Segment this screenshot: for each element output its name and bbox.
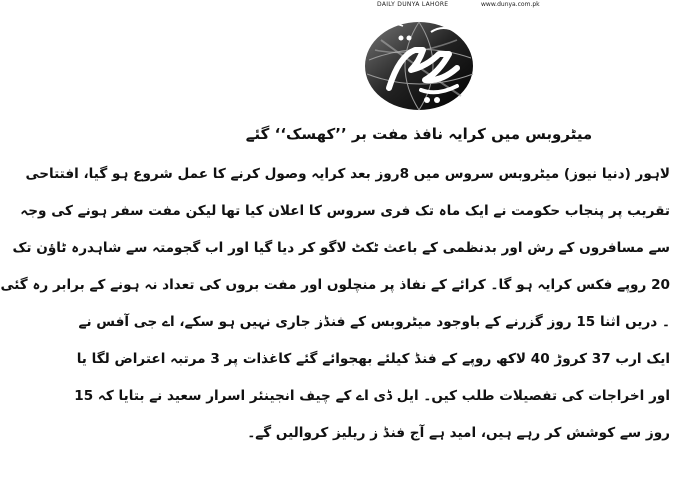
article-line-8: روز سے کوشش کر رہے ہیں، امید ہے آج فنڈ ز ریلیز کروالیں گے۔ <box>247 425 670 441</box>
article-line-7: اور اخراجات کی تفصیلات طلب کیں۔ ایل ڈی اے کے چیف انجینئر اسرار سعید نے بتایا کہ 15 <box>74 388 670 404</box>
article-line-6: ایک ارب 37 کروڑ 40 لاکھ روپے کے فنڈ کیلئے بھجوائے گئے کاغذات پر 3 مرتبہ اعتراض لگا یا <box>76 351 670 367</box>
article-body <box>0 156 670 452</box>
newspaper-logo <box>361 10 483 113</box>
article-headline: میٹروبس میں کرایہ نافذ مفت بر ’’کھسک‘‘ گئے <box>245 125 593 143</box>
article-line-3: سے مسافروں کے رش اور بدنظمی کے باعث ٹکٹ لاگو کر دیا گیا اور اب گجومتہ سے شاہدرہ ٹاؤن تک <box>12 240 670 256</box>
article-line-5: ۔ دریں اثنا 15 روز گزرنے کے باوجود میٹروبس کے فنڈز جاری نہیں ہو سکے، اے جی آفس نے <box>78 314 670 330</box>
article-line-2: تقریب پر پنجاب حکومت نے ایک ماہ تک فری سروس کا اعلان کیا تھا لیکن مفت سفر ہونے کی وجہ <box>20 203 670 219</box>
website-text: www.dunya.com.pk <box>481 1 540 8</box>
edition-text: DAILY DUNYA LAHORE <box>377 1 449 8</box>
article-line-4: 20 روپے فکس کرایہ ہو گا۔ کرائے کے نفاذ پر منچلوں اور مفت بروں کی تعداد نہ ہونے کے برابر رہ گئی <box>0 277 670 293</box>
article-line-1: لاہور (دنیا نیوز) میٹروبس سروس میں 8روز بعد کرایہ وصول کرنے کا عمل شروع ہو گیا، افتتاحی <box>25 166 670 182</box>
